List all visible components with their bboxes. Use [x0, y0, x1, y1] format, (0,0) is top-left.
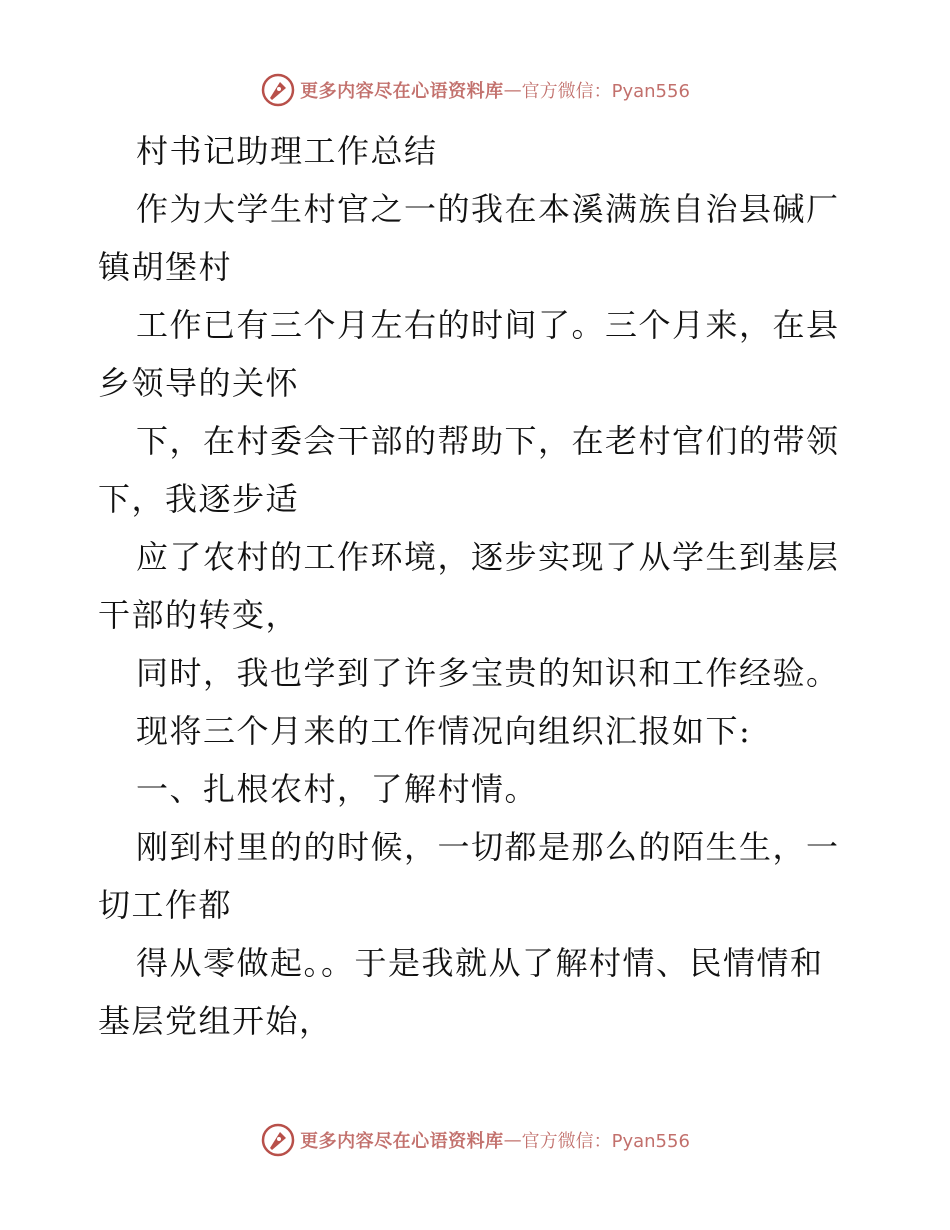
text-line: 基层党组开始， [98, 1002, 333, 1040]
text-line: 下，在村委会干部的帮助下，在老村官们的带领 [136, 422, 840, 460]
banner-separator: — [503, 79, 522, 101]
text-line: 应了农村的工作环境，逐步实现了从学生到基层 [136, 538, 840, 576]
text-line: 切工作都 [98, 886, 233, 924]
text-line: 下，我逐步适 [98, 480, 300, 518]
text-line: 镇胡堡村 [98, 248, 233, 286]
text-line: 工作已有三个月左右的时间了。三个月来，在县 [136, 306, 840, 344]
text-line: 现将三个月来的工作情况向组织汇报如下: [136, 712, 752, 750]
text-line: 作为大学生村官之一的我在本溪满族自治县碱厂 [136, 190, 840, 228]
footer-banner [0, 1120, 950, 1160]
text-line: 村书记助理工作总结 [136, 132, 438, 170]
banner-wechat-text: 官方微信：Pyan556 [521, 1131, 690, 1152]
text-line: 干部的转变， [98, 596, 300, 634]
banner-wechat-text: 官方微信：Pyan556 [521, 81, 690, 102]
text-line: 同时，我也学到了许多宝贵的知识和工作经验。 [136, 654, 840, 692]
text-line: 刚到村里的的时候，一切都是那么的陌生生，一 [136, 828, 840, 866]
text-line: 一、扎根农村，了解村情。 [136, 770, 539, 808]
pen-nib-icon [260, 72, 296, 108]
document-body [98, 122, 858, 1050]
banner-brand-text: 更多内容尽在心语资料库 [300, 1131, 504, 1152]
banner-separator: — [503, 1129, 522, 1151]
pen-nib-icon [260, 1122, 296, 1158]
banner-brand-text: 更多内容尽在心语资料库 [300, 81, 504, 102]
footer-banner-content [260, 1122, 690, 1158]
header-banner [0, 70, 950, 110]
text-line: 得从零做起。。于是我就从了解村情、民情情和 [136, 944, 824, 982]
header-banner-content [260, 72, 690, 108]
text-line: 乡领导的关怀 [98, 364, 300, 402]
